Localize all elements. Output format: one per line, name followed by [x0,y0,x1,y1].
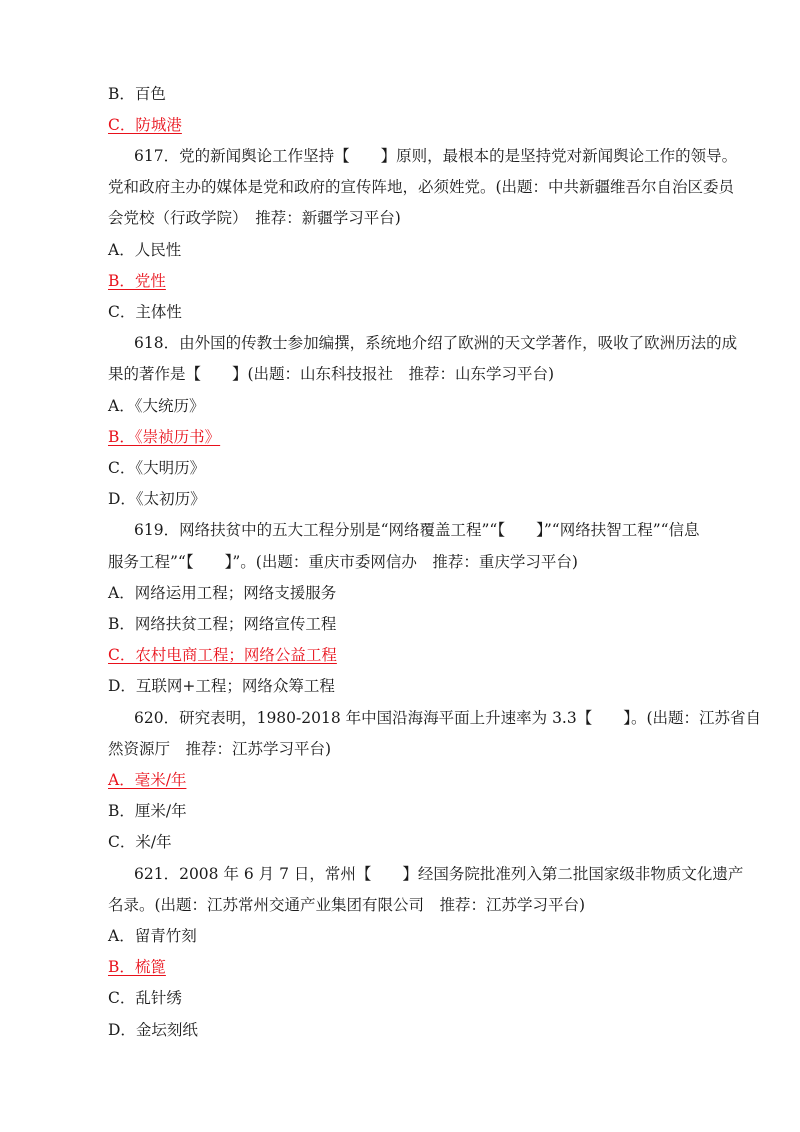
option-b-620: B．厘米/年 [108,802,187,820]
question-618-line-2: 果的著作是【 】(出题：山东科技报社 推荐：山东学习平台) [108,365,555,383]
question-620-line-2: 然资源厅 推荐：江苏学习平台) [108,740,332,758]
answer-option-621: B．梳篦 [108,958,166,976]
answer-option-617: B．党性 [108,272,166,290]
option-d-619: D．互联网+工程；网络众筹工程 [108,677,335,695]
answer-option-619: C．农村电商工程；网络公益工程 [108,646,337,664]
option-d-621: D．金坛刻纸 [108,1021,198,1039]
option-c-621: C．乱针绣 [108,989,182,1007]
option-a-619: A．网络运用工程；网络支援服务 [108,584,337,602]
answer-option-618: B．《崇祯历书》 [108,428,221,446]
question-620-line-1: 620．研究表明，1980-2018 年中国沿海海平面上升速率为 3.3【 】。(出题：江苏省自 [134,709,762,727]
question-618-line-1: 618．由外国的传教士参加编撰，系统地介绍了欧洲的天文学著作，吸收了欧洲历法的成 [134,334,738,352]
question-617-line-3: 会党校（行政学院） 推荐：新疆学习平台) [108,209,401,227]
option-b-619: B．网络扶贫工程；网络宣传工程 [108,615,337,633]
option-a-621: A．留青竹刻 [108,927,197,945]
answer-option-620: A．毫米/年 [108,771,187,789]
question-619-line-2: 服务工程”“【 】”。(出题：重庆市委网信办 推荐：重庆学习平台) [108,553,578,571]
question-617-line-1: 617．党的新闻舆论工作坚持【 】原则，最根本的是坚持党对新闻舆论工作的领导。 [134,147,738,165]
option-a-618: A．《大统历》 [108,397,205,415]
question-621-line-1: 621．2008 年 6 月 7 日，常州【 】经国务院批准列入第二批国家级非物质文化遗产 [134,865,744,883]
option-c-617: C．主体性 [108,303,182,321]
question-617-line-2: 党和政府主办的媒体是党和政府的宣传阵地，必须姓党。(出题：中共新疆维吾尔自治区委员 [108,178,735,196]
option-c-618: C．《大明历》 [108,459,206,477]
answer-option-616: C．防城港 [108,116,182,134]
option-d-618: D．《太初历》 [108,490,206,508]
question-621-line-2: 名录。(出题：江苏常州交通产业集团有限公司 推荐：江苏学习平台) [108,896,586,914]
question-619-line-1: 619．网络扶贫中的五大工程分别是“网络覆盖工程”“【 】”“网络扶智工程”“信息 [134,521,700,539]
option-a-617: A．人民性 [108,241,182,259]
option-b-616: B．百色 [108,85,166,103]
option-c-620: C．米/年 [108,833,172,851]
